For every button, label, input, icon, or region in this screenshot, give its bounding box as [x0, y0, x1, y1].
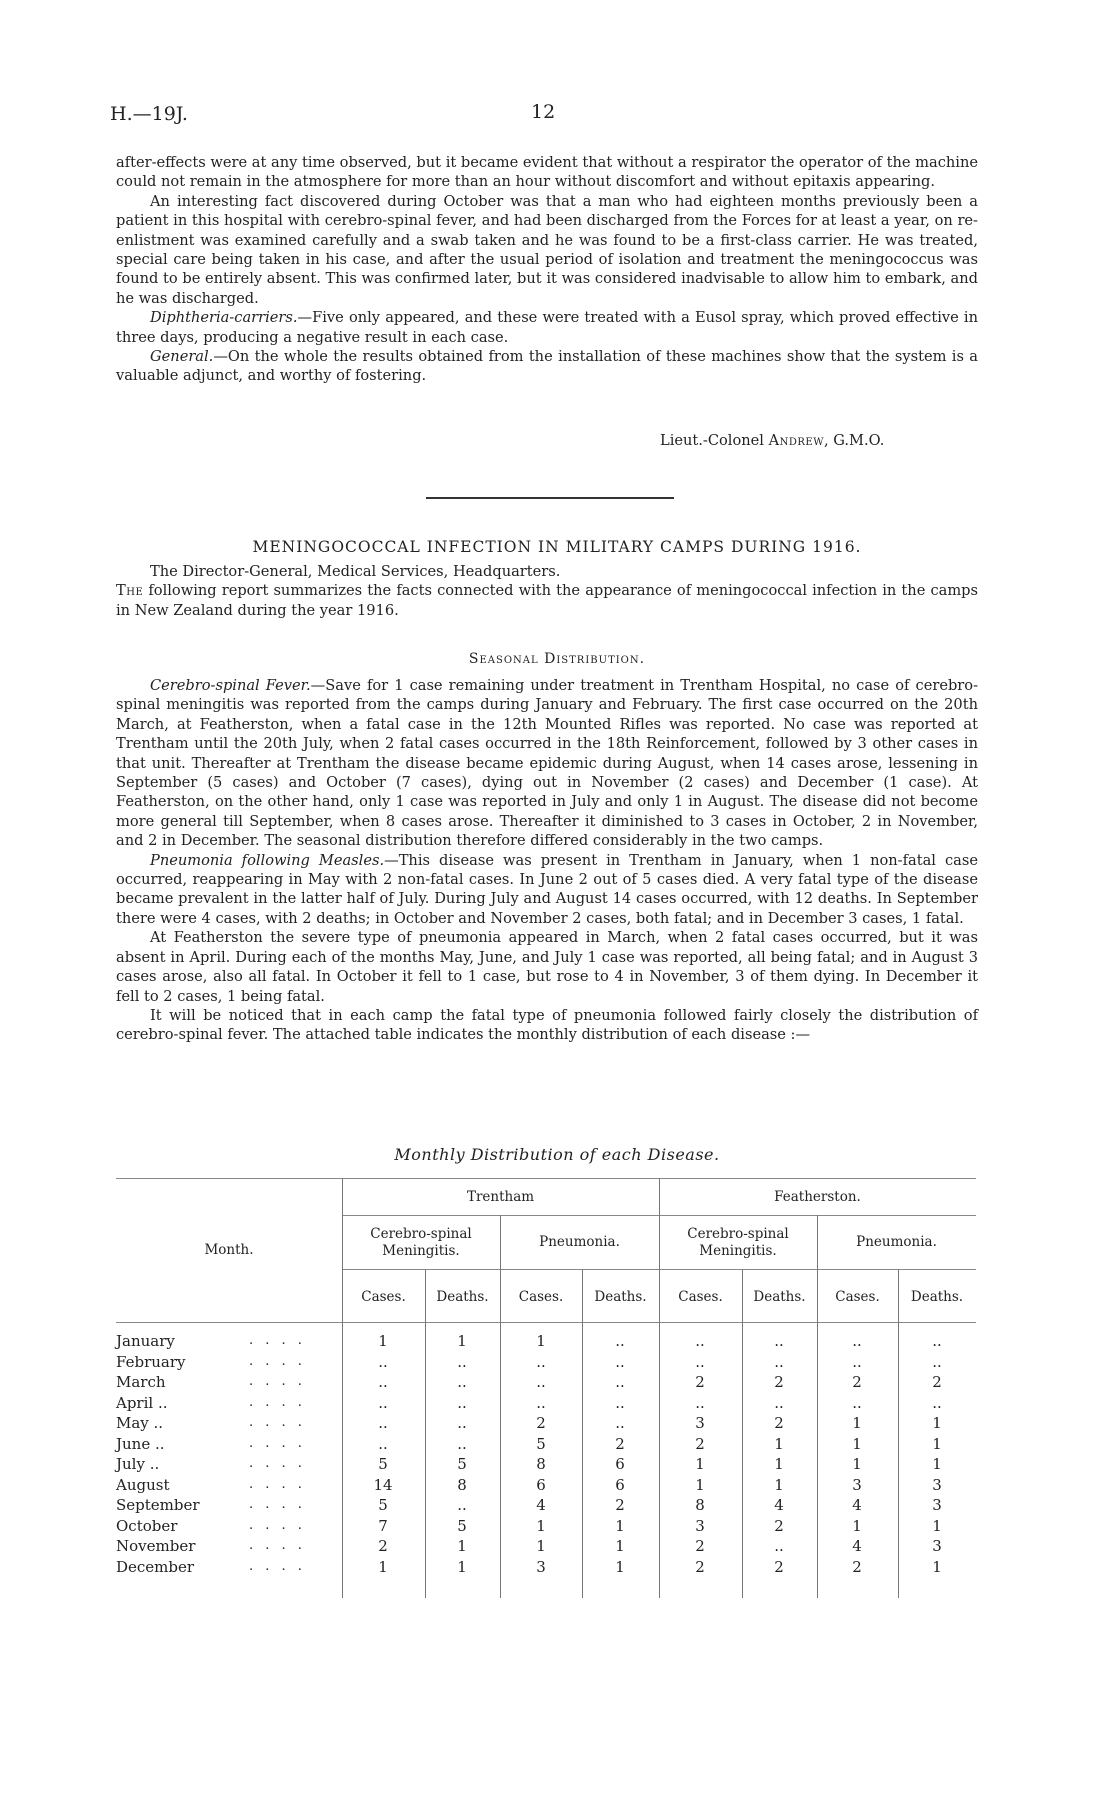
- table-row-month: January: [116, 1332, 175, 1350]
- subcol-header: Cases.: [518, 1289, 564, 1305]
- paragraph-conclusion: It will be noticed that in each camp the fatal type of pneumonia followed fairly closely the distribution of cerebro-spinal fever. The attached table indicates the monthly distribution of each disease :—: [116, 1006, 978, 1044]
- column-rule: [659, 1178, 660, 1598]
- table-cell: 3: [852, 1475, 862, 1494]
- disease-header: Pneumonia.: [856, 1234, 937, 1250]
- paragraph-after-effects: after-effects were at any time observed, but it became evident that without a respirator the operator of the machine could not remain in the atmosphere for more than an hour without discomfort and without epitaxis appearing.: [116, 154, 978, 191]
- table-row-month: October: [116, 1516, 178, 1535]
- table-cell: 14: [373, 1475, 393, 1494]
- table-cell: 1: [536, 1332, 546, 1350]
- table-cell: 1: [852, 1434, 862, 1453]
- table-cell: 1: [457, 1537, 467, 1555]
- table-cell: 2: [774, 1557, 784, 1576]
- table-cell: 2: [695, 1373, 705, 1391]
- page-number: 12: [531, 101, 556, 123]
- subcol-header: Deaths.: [436, 1289, 489, 1305]
- table-cell: ..: [695, 1393, 705, 1412]
- table-cell: ..: [695, 1332, 705, 1350]
- table-cell: ..: [615, 1332, 625, 1350]
- table-row-leader-dots: . . . .: [249, 1415, 306, 1430]
- cerebro-spinal-lead: Cerebro-spinal Fever.: [150, 677, 311, 694]
- table-header-rule: [116, 1322, 976, 1323]
- table-row-month: June ..: [116, 1434, 165, 1453]
- table-cell: 8: [457, 1475, 467, 1494]
- table-row-leader-dots: . . . .: [249, 1538, 306, 1553]
- table-cell: 1: [615, 1516, 625, 1535]
- subcol-header: Deaths.: [910, 1289, 964, 1305]
- intro-paragraph: [116, 581, 978, 620]
- column-rule: [742, 1269, 743, 1598]
- table-row-month: February: [116, 1352, 186, 1371]
- table-cell: 5: [536, 1434, 546, 1453]
- table-cell: 5: [378, 1496, 388, 1514]
- table-cell: 1: [536, 1537, 546, 1555]
- table-row-leader-dots: . . . .: [249, 1353, 306, 1369]
- table-cell: ..: [457, 1414, 467, 1432]
- table-cell: 2: [774, 1373, 784, 1391]
- table-cell: 1: [536, 1516, 546, 1535]
- table-row-leader-dots: . . . .: [249, 1558, 306, 1574]
- table-cell: 1: [774, 1434, 784, 1453]
- table-cell: 3: [536, 1557, 546, 1576]
- subcol-header: Cases.: [835, 1289, 880, 1305]
- table-row-leader-dots: . . . .: [249, 1497, 306, 1512]
- table-cell: 8: [536, 1455, 546, 1473]
- table-cell: 6: [615, 1475, 625, 1494]
- paragraph-general: [116, 347, 978, 386]
- table-cell: 3: [932, 1496, 942, 1514]
- paragraph-cerebro-spinal: [116, 676, 978, 851]
- table-row-leader-dots: . . . .: [249, 1456, 306, 1471]
- table-cell: 2: [615, 1434, 625, 1453]
- table-cell: 1: [457, 1557, 467, 1576]
- table-cell: ..: [852, 1393, 862, 1412]
- camp-header-featherston: Featherston.: [774, 1189, 861, 1205]
- table-cell: 1: [932, 1516, 942, 1535]
- table-cell: 1: [615, 1557, 625, 1576]
- signature-suffix: , G.M.O.: [824, 432, 885, 449]
- disease-header: Cerebro-spinal Meningitis.: [370, 1226, 472, 1259]
- table-cell: ..: [852, 1332, 862, 1350]
- table-cell: 4: [536, 1496, 546, 1514]
- table-cell: 2: [695, 1557, 705, 1576]
- table-cell: 2: [774, 1414, 784, 1432]
- general-text: —On the whole the results obtained from the installation of these machines show that the system is a valuable adjunct, and worthy of fostering.: [116, 348, 978, 385]
- table-cell: 1: [695, 1475, 705, 1494]
- table-cell: 1: [932, 1434, 942, 1453]
- table-cell: ..: [615, 1393, 625, 1412]
- table-row-leader-dots: . . . .: [249, 1476, 306, 1492]
- section-title: MENINGOCOCCAL INFECTION IN MILITARY CAMPS DURING 1916.: [252, 538, 862, 556]
- cerebro-spinal-text: —Save for 1 case remaining under treatment in Trentham Hospital, no case of cerebro-spinal meningitis was reported from the camps during January and February. The first case occurred on the 20th March, at Featherston, when a fatal case in the 12th Mounted Rifles was reported. No case was reported at Trentham until the 20th July, when 2 fatal cases occurred in the 18th Reinforcement, followed by 3 other cases in that unit. Thereafter at Trentham the disease became epidemic during August, when 14 cases arose, lessening in September (5 cases) and October (7 cases), dying out in November (2 cases) and December (1 case). At Featherston, on the other hand, only 1 case was reported in July and only 1 in August. The disease did not become more general till September, when 8 cases arose. Thereafter it diminished to 3 cases in October, 2 in November, and 2 in December. The seasonal distribution therefore differed considerably in the two camps.: [116, 677, 978, 850]
- table-cell: ..: [932, 1393, 942, 1412]
- column-rule: [898, 1269, 899, 1598]
- table-cell: ..: [615, 1414, 625, 1432]
- column-rule: [817, 1215, 818, 1598]
- table-cell: 2: [536, 1414, 546, 1432]
- month-header: Month.: [204, 1242, 254, 1258]
- diphtheria-text: —Five only appeared, and these were treated with a Eusol spray, which proved effective in three days, producing a negative result in each case.: [116, 309, 978, 346]
- column-rule: [582, 1269, 583, 1598]
- table-row-month: November: [116, 1537, 196, 1555]
- table-cell: ..: [774, 1537, 784, 1555]
- table-cell: 6: [536, 1475, 546, 1494]
- table-cell: 5: [457, 1455, 467, 1473]
- table-cell: 2: [852, 1373, 862, 1391]
- table-cell: 1: [695, 1455, 705, 1473]
- table-row-leader-dots: . . . .: [249, 1374, 306, 1389]
- table-cell: 7: [378, 1516, 388, 1535]
- signature: [660, 432, 884, 449]
- subheading: Seasonal Distribution.: [468, 651, 646, 667]
- pneumonia-text: —This disease was present in Trentham in January, when 1 non-fatal case occurred, reappearing in May with 2 non-fatal cases. In June 2 out of 5 cases died. A very fatal type of the disease became prevalent in the latter half of July. During July and August 14 cases occurred, with 12 deaths. In September there were 4 cases, with 2 deaths; in October and November 2 cases, both fatal; and in December 3 cases, 1 fatal.: [116, 851, 978, 927]
- report-continuation: [116, 153, 978, 386]
- section-divider: [426, 497, 674, 499]
- table-cell: ..: [457, 1373, 467, 1391]
- paragraph-diphtheria: [116, 308, 978, 347]
- table-cell: 4: [774, 1496, 784, 1514]
- table-row-month: May ..: [116, 1414, 164, 1432]
- table-cell: 2: [695, 1537, 705, 1555]
- table-row-month: August: [116, 1475, 170, 1494]
- table-cell: 8: [695, 1496, 705, 1514]
- intro-text: following report summarizes the facts connected with the appearance of meningococcal infection in the camps in New Zealand during the year 1916.: [116, 582, 978, 619]
- table-cell: 1: [932, 1455, 942, 1473]
- table-row-leader-dots: . . . .: [249, 1435, 306, 1451]
- table-cell: 1: [932, 1414, 942, 1432]
- table-cell: ..: [932, 1332, 942, 1350]
- table-cell: ..: [536, 1352, 546, 1371]
- paragraph-featherston: At Featherston the severe type of pneumonia appeared in March, when 2 fatal cases occurred, but it was absent in April. During each of the months May, June, and July 1 case was reported, all being fatal; and in August 3 cases arose, also all fatal. In October it fell to 1 case, but rose to 4 in November, 3 of them dying. In December it fell to 2 cases, 1 being fatal.: [116, 929, 978, 1005]
- paragraph-pneumonia: [116, 851, 978, 929]
- pneumonia-lead: Pneumonia following Measles.: [150, 851, 385, 869]
- from-line: The Director-General, Medical Services, Headquarters.: [150, 563, 561, 580]
- table-row-month: April ..: [116, 1393, 168, 1412]
- table-row-leader-dots: . . . .: [249, 1517, 306, 1533]
- table-row-month: March: [116, 1373, 166, 1391]
- table-row-leader-dots: . . . .: [249, 1333, 306, 1348]
- subcol-header: Deaths.: [594, 1289, 647, 1305]
- signature-name: Andrew: [768, 432, 824, 449]
- table-cell: 6: [615, 1455, 625, 1473]
- document-reference: H.—19J.: [110, 103, 188, 125]
- general-lead: General.: [150, 348, 214, 366]
- table-cell: 1: [378, 1557, 388, 1576]
- table-cell: 1: [457, 1332, 467, 1350]
- paragraph-carrier: An interesting fact discovered during October was that a man who had eighteen months previously been a patient in this hospital with cerebro-spinal fever, and had been discharged from the Forces for at least a year, on re-enlistment was examined carefully and a swab taken and he was found to be a first-class carrier. He was treated, special care being taken in his case, and after the usual period of isolation and treatment the meningococcus was found to be entirely absent. This was confirmed later, but it was considered inadvisable to allow him to embark, and he was discharged.: [116, 192, 978, 307]
- table-cell: ..: [695, 1352, 705, 1371]
- intro-lead: The: [116, 582, 144, 600]
- table-cell: ..: [378, 1393, 388, 1412]
- table-cell: ..: [536, 1393, 546, 1412]
- table-cell: 1: [852, 1414, 862, 1432]
- table-row-leader-dots: . . . .: [249, 1394, 306, 1410]
- table-cell: ..: [536, 1373, 546, 1391]
- table-cell: ..: [932, 1352, 942, 1371]
- table-cell: ..: [457, 1393, 467, 1412]
- table-cell: ..: [378, 1373, 388, 1391]
- table-cell: 1: [378, 1332, 388, 1350]
- table-cell: 4: [852, 1537, 862, 1555]
- table-cell: 1: [852, 1516, 862, 1535]
- table-cell: ..: [457, 1352, 467, 1371]
- table-cell: 2: [615, 1496, 625, 1514]
- table-cell: 1: [615, 1537, 625, 1555]
- subcol-header: Cases.: [361, 1289, 406, 1305]
- table-cell: 2: [852, 1557, 862, 1576]
- table-cell: ..: [457, 1434, 467, 1453]
- table-cell: ..: [615, 1373, 625, 1391]
- table-cell: 3: [932, 1475, 942, 1494]
- table-cell: ..: [852, 1352, 862, 1371]
- table-cell: ..: [774, 1332, 784, 1350]
- table-cell: 1: [852, 1455, 862, 1473]
- table-cell: 2: [932, 1373, 942, 1391]
- table-row-month: December: [116, 1557, 195, 1576]
- table-cell: 1: [774, 1475, 784, 1494]
- signature-rank: Lieut.-Colonel: [660, 432, 769, 449]
- table-cell: ..: [457, 1496, 467, 1514]
- table-cell: ..: [378, 1434, 388, 1453]
- camp-header-trentham: Trentham: [466, 1189, 535, 1205]
- table-cell: 2: [695, 1434, 705, 1453]
- table-cell: 2: [774, 1516, 784, 1535]
- table-cell: ..: [774, 1352, 784, 1371]
- table-cell: 1: [932, 1557, 942, 1576]
- table-cell: ..: [774, 1393, 784, 1412]
- table-row-month: July ..: [116, 1455, 160, 1473]
- column-rule: [500, 1215, 501, 1598]
- table-cell: ..: [378, 1352, 388, 1371]
- table-cell: 3: [932, 1537, 942, 1555]
- diphtheria-lead: Diphtheria-carriers.: [150, 309, 298, 327]
- table-cell: 1: [774, 1455, 784, 1473]
- table-cell: ..: [615, 1352, 625, 1371]
- column-rule: [425, 1269, 426, 1598]
- table-cell: 3: [695, 1414, 705, 1432]
- table-cell: ..: [378, 1414, 388, 1432]
- table-cell: 3: [695, 1516, 705, 1535]
- subcol-header: Cases.: [678, 1289, 723, 1305]
- distribution-table: [116, 1178, 976, 1598]
- table-cell: 5: [378, 1455, 388, 1473]
- table-row-month: September: [116, 1496, 200, 1514]
- report-intro: [116, 562, 978, 620]
- disease-header: Pneumonia.: [539, 1234, 620, 1250]
- table-cell: 2: [378, 1537, 388, 1555]
- subcol-header: Deaths.: [753, 1289, 806, 1305]
- table-caption: Monthly Distribution of each Disease.: [394, 1145, 720, 1164]
- disease-header: Cerebro-spinal Meningitis.: [687, 1226, 789, 1259]
- table-cell: 4: [852, 1496, 862, 1514]
- report-body: [116, 676, 978, 1045]
- table-cell: 5: [457, 1516, 467, 1535]
- table-top-rule: [116, 1178, 976, 1179]
